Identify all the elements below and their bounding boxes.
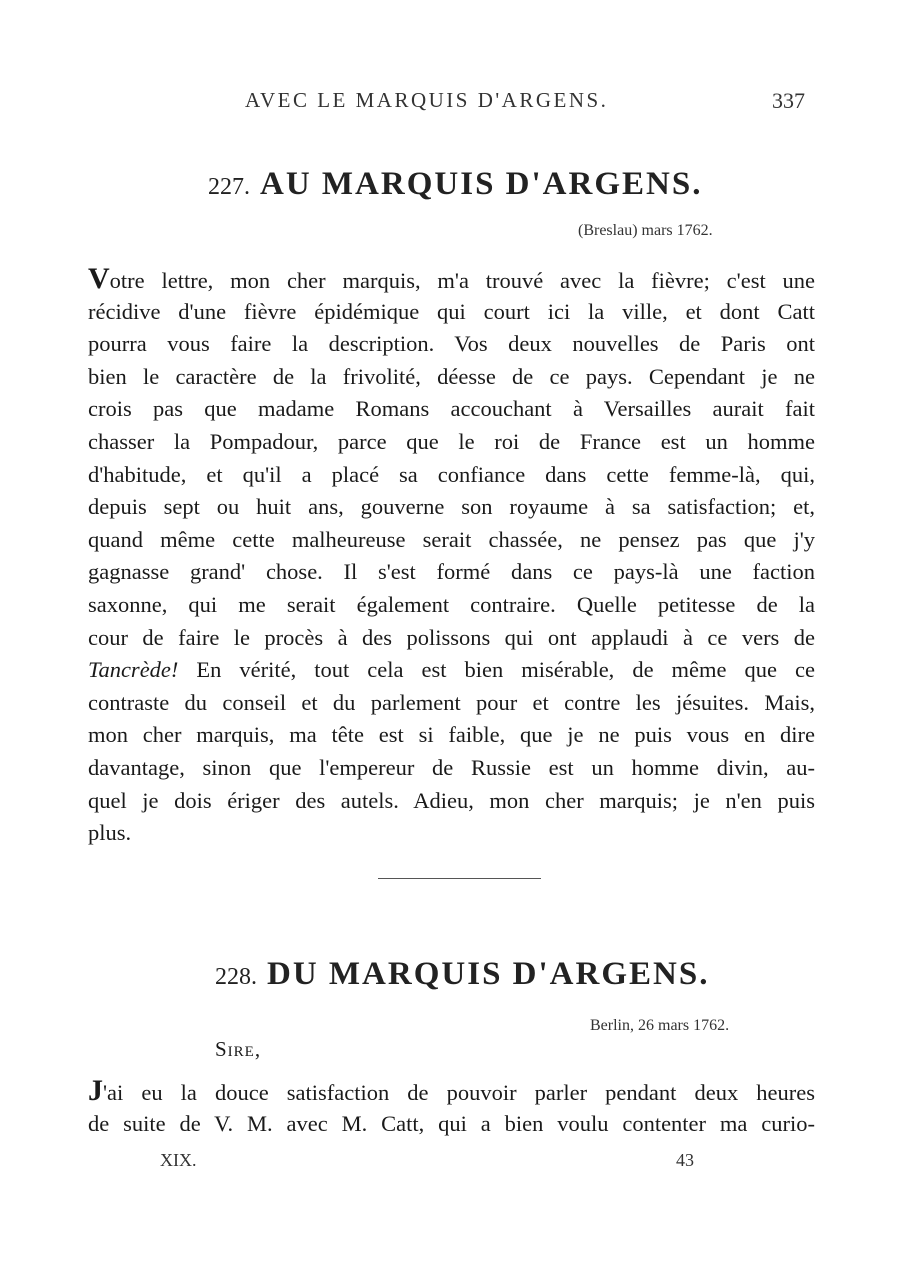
letter-number: 228. bbox=[215, 964, 257, 990]
letter-227-heading bbox=[208, 166, 702, 203]
text-line bbox=[88, 655, 815, 685]
text-line bbox=[88, 557, 815, 587]
text-line bbox=[88, 623, 815, 653]
line-text: de suite de V. M. avec M. Catt, qui a bien voulu contenter ma curio- bbox=[88, 1111, 815, 1136]
text-line bbox=[88, 786, 815, 816]
salutation: Sire, bbox=[215, 1037, 262, 1061]
line-text: plus. bbox=[88, 820, 132, 846]
line-text: depuis sept ou huit ans, gouverne son royaume à sa satisfaction; et, bbox=[88, 494, 815, 520]
drop-cap: J bbox=[88, 1074, 103, 1107]
text-line bbox=[88, 297, 815, 327]
text-line bbox=[88, 427, 815, 457]
line-text: pourra vous faire la description. Vos deux nouvelles de Paris ont bbox=[88, 331, 815, 357]
line-text: gagnasse grand' chose. Il s'est formé dans ce pays-là une faction bbox=[88, 559, 815, 585]
text-line bbox=[88, 818, 815, 848]
text-line bbox=[88, 753, 815, 783]
line-text: saxonne, qui me serait également contraire. Quelle petitesse de la bbox=[88, 592, 815, 617]
text-line bbox=[88, 1109, 815, 1139]
line-text: crois pas que madame Romans accouchant à Versailles aurait fait bbox=[88, 396, 815, 422]
line-text: En vérité, tout cela est bien misérable, de même que ce bbox=[178, 657, 815, 683]
text-line bbox=[88, 525, 815, 555]
letter-title: DU MARQUIS D'ARGENS. bbox=[267, 956, 710, 992]
letter-227-date: (Breslau) mars 1762. bbox=[578, 222, 713, 239]
line-text: contraste du conseil et du parlement pour et contre les jésuites. Mais, bbox=[88, 689, 815, 715]
line-text: chasser la Pompadour, parce que le roi de France est un homme bbox=[88, 429, 815, 454]
running-head: AVEC LE MARQUIS D'ARGENS. bbox=[245, 88, 609, 112]
letter-228-heading bbox=[215, 956, 709, 993]
footer-volume: XIX. bbox=[160, 1150, 197, 1170]
page-number: 337 bbox=[772, 88, 805, 113]
line-text: quand même cette malheureuse serait chassée, ne pensez pas que j'y bbox=[88, 526, 815, 552]
text-line bbox=[88, 394, 815, 424]
line-text: quel je dois ériger des autels. Adieu, mon cher marquis; je n'en puis bbox=[88, 787, 815, 813]
text-line bbox=[88, 264, 815, 294]
text-line bbox=[88, 492, 815, 522]
text-line bbox=[88, 720, 815, 750]
section-divider bbox=[378, 878, 541, 879]
italic-title: Tancrède! bbox=[88, 657, 179, 683]
letter-228-date: Berlin, 26 mars 1762. bbox=[590, 1017, 730, 1034]
line-text: davantage, sinon que l'empereur de Russie est un homme divin, au- bbox=[88, 755, 815, 780]
line-text: otre lettre, mon cher marquis, m'a trouvé avec la fièvre; c'est une bbox=[109, 268, 815, 293]
letter-title: AU MARQUIS D'ARGENS. bbox=[260, 166, 703, 202]
line-text: mon cher marquis, ma tête est si faible, que je ne puis vous en dire bbox=[88, 722, 815, 748]
line-text: d'habitude, et qu'il a placé sa confiance dans cette femme-là, qui, bbox=[88, 461, 815, 487]
line-text: cour de faire le procès à des polissons qui ont applaudi à ce vers de bbox=[88, 624, 815, 650]
text-line bbox=[88, 460, 815, 490]
line-text: bien le caractère de la frivolité, déesse de ce pays. Cependant je ne bbox=[88, 363, 815, 389]
text-line bbox=[88, 590, 815, 620]
text-line bbox=[88, 329, 815, 359]
text-line bbox=[88, 688, 815, 718]
text-line bbox=[88, 362, 815, 392]
line-text: récidive d'une fièvre épidémique qui court ici la ville, et dont Catt bbox=[88, 298, 815, 324]
drop-cap: V bbox=[88, 262, 110, 295]
footer-signature: 43 bbox=[676, 1150, 694, 1170]
line-text: 'ai eu la douce satisfaction de pouvoir parler pendant deux heures bbox=[103, 1080, 815, 1105]
letter-number: 227. bbox=[208, 174, 250, 200]
text-line bbox=[88, 1076, 815, 1106]
